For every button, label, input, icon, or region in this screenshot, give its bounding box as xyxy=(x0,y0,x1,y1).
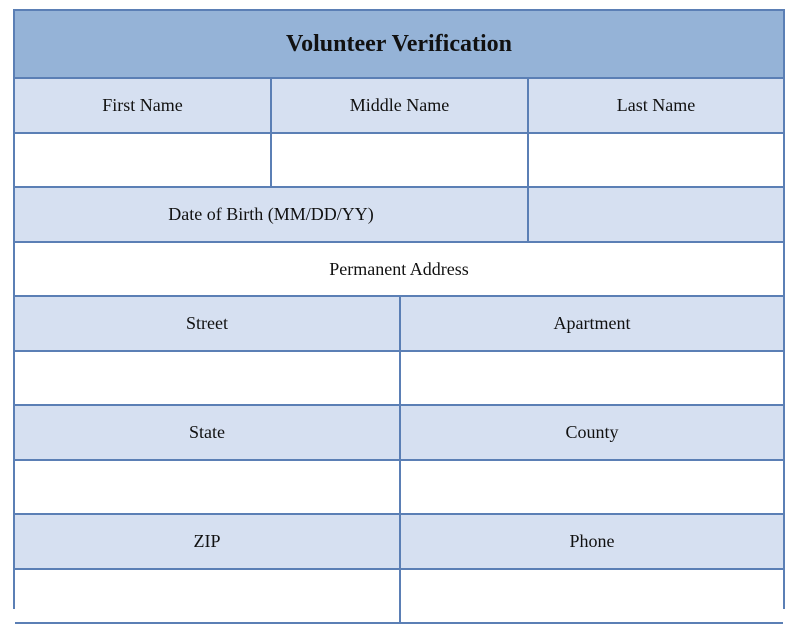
state-label: State xyxy=(15,406,401,461)
apartment-field[interactable] xyxy=(401,352,783,406)
county-field[interactable] xyxy=(401,461,783,515)
state-input-row xyxy=(15,461,783,515)
zip-label-row xyxy=(15,515,783,570)
zip-field[interactable] xyxy=(15,570,401,624)
dob-field[interactable] xyxy=(529,188,783,243)
street-field[interactable] xyxy=(15,352,401,406)
first-name-field[interactable] xyxy=(15,134,272,188)
street-input-row xyxy=(15,352,783,406)
zip-input-row xyxy=(15,570,783,624)
county-label: County xyxy=(401,406,783,461)
street-label-row xyxy=(15,297,783,352)
state-label-row xyxy=(15,406,783,461)
phone-label: Phone xyxy=(401,515,783,570)
dob-row xyxy=(15,188,783,243)
first-name-label: First Name xyxy=(15,79,272,134)
last-name-field[interactable] xyxy=(529,134,783,188)
state-field[interactable] xyxy=(15,461,401,515)
form-title-row xyxy=(15,11,783,79)
volunteer-verification-form xyxy=(13,9,785,609)
middle-name-field[interactable] xyxy=(272,134,529,188)
middle-name-label: Middle Name xyxy=(272,79,529,134)
phone-field[interactable] xyxy=(401,570,783,624)
name-input-row xyxy=(15,134,783,188)
form-title: Volunteer Verification xyxy=(15,11,783,79)
address-heading-row xyxy=(15,243,783,297)
dob-label: Date of Birth (MM/DD/YY) xyxy=(15,188,529,243)
street-label: Street xyxy=(15,297,401,352)
permanent-address-heading: Permanent Address xyxy=(15,243,783,297)
zip-label: ZIP xyxy=(15,515,401,570)
name-label-row xyxy=(15,79,783,134)
apartment-label: Apartment xyxy=(401,297,783,352)
last-name-label: Last Name xyxy=(529,79,783,134)
